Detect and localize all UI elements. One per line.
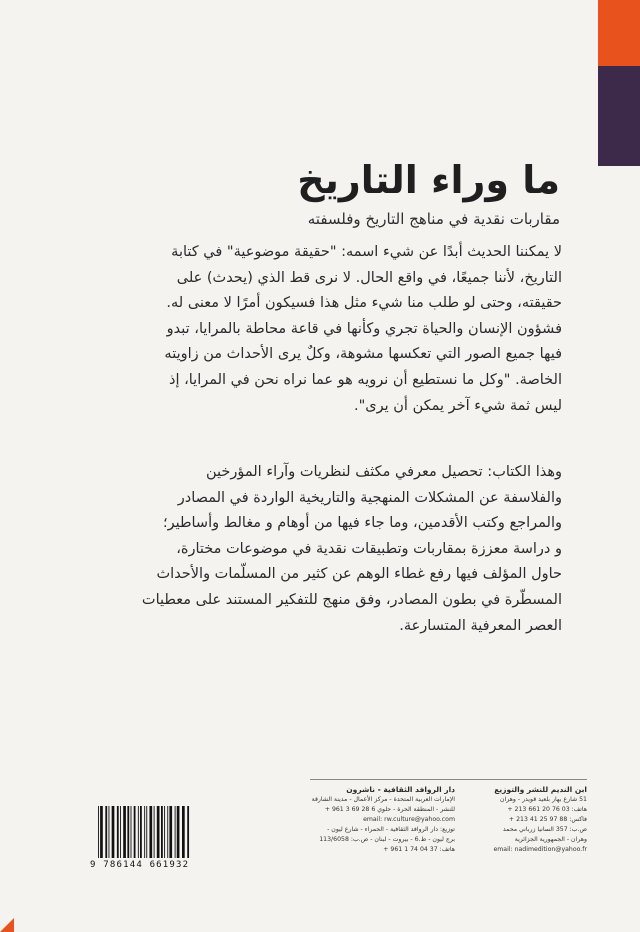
publisher-ibn-nadim xyxy=(437,784,587,855)
barcode-bar xyxy=(134,806,136,858)
blurb-line: العصر المعرفية المتسارعة. xyxy=(399,617,562,634)
publisher-line: ص.ب: 357 السانيا زرباني محمد xyxy=(502,826,587,833)
barcode-bar xyxy=(167,806,168,858)
divider-mid xyxy=(310,779,455,780)
blurb-line: المسطّرة في بطون المصادر، وفق منهج للتفكير المستند على معطيات xyxy=(141,591,562,608)
purple-accent-bar xyxy=(598,66,640,166)
publisher-name: ابن النديم للنشر والتوزيع xyxy=(494,785,587,794)
barcode-bar xyxy=(112,806,115,858)
barcode-bar xyxy=(144,806,145,858)
publisher-line: email: rw.culture@yahoo.com xyxy=(363,816,455,823)
publisher-line: فاكس: 88 97 25 41 213 + xyxy=(508,816,587,823)
barcode-bar xyxy=(177,806,180,858)
blurb-paragraph-2 xyxy=(62,460,562,639)
blurb-line: حقيقته، وحتى لو طلب منا شيء مثل هذا فسيكون أمرًا لا معنى له. xyxy=(166,295,562,312)
publisher-line: برج ليون - ط.6 - بيروت - لبنان - ص.ب: 113/6058 xyxy=(319,836,455,843)
blurb-line: والمراجع وكتب الأقدمين، وما جاء فيها من أوهام و مغالط وأساطير؛ xyxy=(162,515,562,532)
barcode-bar xyxy=(100,806,103,858)
barcode-bar xyxy=(109,806,110,858)
publisher-line: email: nadimedition@yahoo.fr xyxy=(493,846,587,853)
publisher-line: هاتف: 37 04 74 1 961 + xyxy=(383,846,455,853)
barcode-bar xyxy=(120,806,121,858)
blurb-line: ليس ثمة شيء آخر يمكن أن يرى". xyxy=(354,397,562,414)
blurb-line: حاول المؤلف فيها رفع غطاء الوهم عن كثير من المسلّمات والأحداث xyxy=(156,566,562,583)
publisher-line: 51 شارع بهار بلعيد قويدر - وهران xyxy=(499,796,587,803)
blurb-line: فشؤون الإنسان والحياة تجري وكأنها في قاعة محاطة بالمرايا، تبدو xyxy=(166,320,562,337)
barcode-bar xyxy=(140,806,142,858)
barcode-bar xyxy=(123,806,126,858)
blurb-line: التاريخ، لأننا جميعًا، في واقع الحال. لا نرى قط الذي (يحدث) على xyxy=(176,269,562,286)
barcode-bars xyxy=(96,806,232,858)
publisher-line: وهران - الجمهورية الجزائرية xyxy=(514,836,587,843)
publisher-name: دار الروافد الثقافية - ناشرون xyxy=(346,785,455,794)
blurb-line: لا يمكننا الحديث أبدًا عن شيء اسمه: "حقيقة موضوعية" في كتابة xyxy=(171,244,562,260)
barcode-bar xyxy=(169,806,172,858)
blurb-line: وهذا الكتاب: تحصيل معرفي مكثف لنظريات وآراء المؤرخين xyxy=(206,464,562,480)
barcode-bar xyxy=(157,806,160,858)
blurb-paragraph-1 xyxy=(62,240,562,419)
barcode-bar xyxy=(154,806,155,858)
barcode-bar xyxy=(131,806,132,858)
publisher-line: للنشر - المنطقة الحرة - حلوي 6 28 69 3 961 + xyxy=(324,806,455,813)
divider-right xyxy=(437,779,587,780)
barcode-bar xyxy=(175,806,176,858)
barcode-bar xyxy=(138,806,139,858)
barcode-bar xyxy=(146,806,147,858)
blurb-line: والفلاسفة عن المشكلات المنهجية والتاريخية الواردة في المصادر xyxy=(177,489,562,506)
barcode-bar xyxy=(98,806,99,858)
barcode-bar xyxy=(105,806,107,858)
publisher-line: هاتف: 03 76 20 661 213 + xyxy=(507,806,587,813)
publisher-line: الإمارات العربية المتحدة - مركز الأعمال - مدينة الشارقة xyxy=(311,796,455,803)
orange-corner-accent xyxy=(0,918,14,932)
barcode-bar xyxy=(127,806,129,858)
orange-accent-bar xyxy=(598,0,640,66)
blurb-line: و دراسة معززة بمقاربات وتطبيقات نقدية في موضوعات مختارة، xyxy=(176,540,562,557)
isbn-barcode xyxy=(90,806,232,872)
book-title: ما وراء التاريخ xyxy=(297,158,560,202)
blurb-line: فيها جميع الصور التي تعكسها مشوهة، وكلٌ يرى الأحداث من زاويته xyxy=(164,346,562,363)
isbn-number: 9 786144 661932 xyxy=(90,860,190,870)
publisher-rawafed xyxy=(255,784,455,855)
barcode-bar xyxy=(187,806,189,858)
barcode-bar xyxy=(182,806,185,858)
publisher-line: توزيع: دار الروافد الثقافية - الحمراء - شارع ليون - xyxy=(327,826,455,833)
barcode-bar xyxy=(164,806,165,858)
barcode-bar xyxy=(117,806,119,858)
book-subtitle: مقاربات نقدية في مناهج التاريخ وفلسفته xyxy=(307,210,560,228)
barcode-bar xyxy=(161,806,163,858)
blurb-line: الخاصة. "وكل ما نستطيع أن نرويه هو عما نراه نحن في المرايا، إذ xyxy=(168,371,562,388)
barcode-bar xyxy=(149,806,152,858)
